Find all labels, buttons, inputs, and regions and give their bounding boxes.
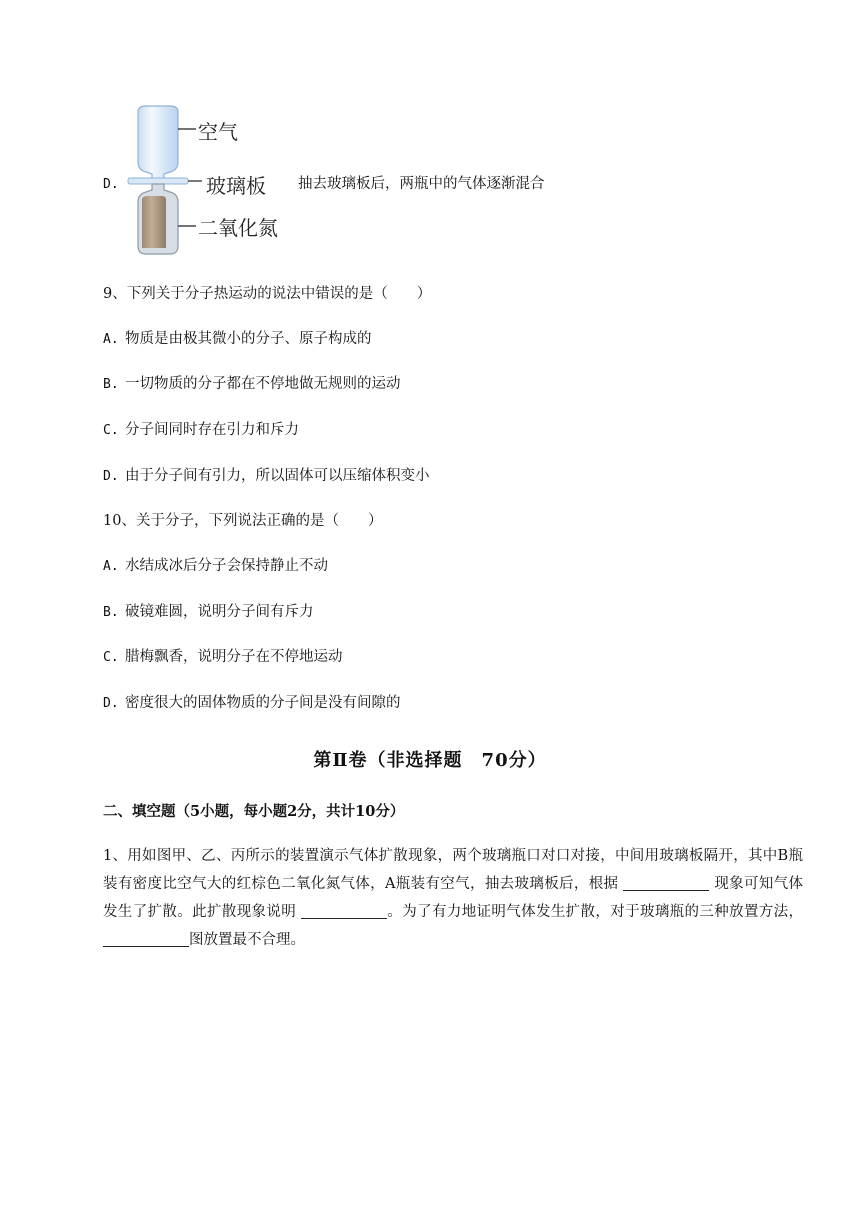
q8-option-d-text: 抽去玻璃板后，两瓶中的气体逐渐混合 [298, 176, 545, 192]
q10-stem: 10、关于分子，下列说法正确的是（ ） [103, 513, 383, 529]
q10-option-c: C. 腊梅飘香，说明分子在不停地运动 [103, 649, 343, 665]
q9-option-c: C. 分子间同时存在引力和斥力 [103, 422, 299, 438]
fill-q1-blank-2[interactable] [301, 902, 387, 919]
figure-label-air: 空气 [198, 120, 238, 144]
q10-option-d: D. 密度很大的固体物质的分子间是没有间隙的 [103, 695, 401, 711]
q8-option-d-letter: D. [103, 177, 119, 192]
figure-label-glass-plate: 玻璃板 [206, 174, 266, 198]
fill-q1-text-2: 现象可知气体发生了扩散。此扩散现象说明 [103, 876, 804, 920]
q9-option-a: A. 物质是由极其微小的分子、原子构成的 [103, 331, 372, 347]
fill-q1-text-3: 。为了有力地证明气体发生扩散，对于玻璃瓶的三种放置方法， [387, 904, 804, 920]
part2-title: 第Ⅱ卷（非选择题 70分） [313, 750, 547, 771]
fill-q1-text-1: 1、用如图甲、乙、丙所示的装置演示气体扩散现象，两个玻璃瓶口对口对接，中间用玻璃板隔开，其中B瓶装有密度比空气大的红棕色二氧化氮气体，A瓶装有空气，抽去玻璃板后，根据 [103, 848, 803, 892]
fill-q1-text-4: 图放置最不合理。 [189, 932, 305, 948]
q10-option-a: A. 水结成冰后分子会保持静止不动 [103, 558, 328, 574]
q9-option-d: D. 由于分子间有引力，所以固体可以压缩体积变小 [103, 468, 430, 484]
fill-q1-paragraph [103, 842, 803, 954]
fill-in-section-heading: 二、填空题（5小题，每小题2分，共计10分） [103, 803, 405, 820]
fill-q1-blank-1[interactable] [623, 874, 709, 891]
q9-stem: 9、下列关于分子热运动的说法中错误的是（ ） [103, 286, 432, 302]
q10-option-b: B. 破镜难圆，说明分子间有斥力 [103, 604, 314, 620]
q9-option-b: B. 一切物质的分子都在不停地做无规则的运动 [103, 376, 401, 392]
figure-label-no2: 二氧化氮 [198, 216, 278, 240]
fill-q1-blank-3[interactable] [103, 930, 189, 947]
